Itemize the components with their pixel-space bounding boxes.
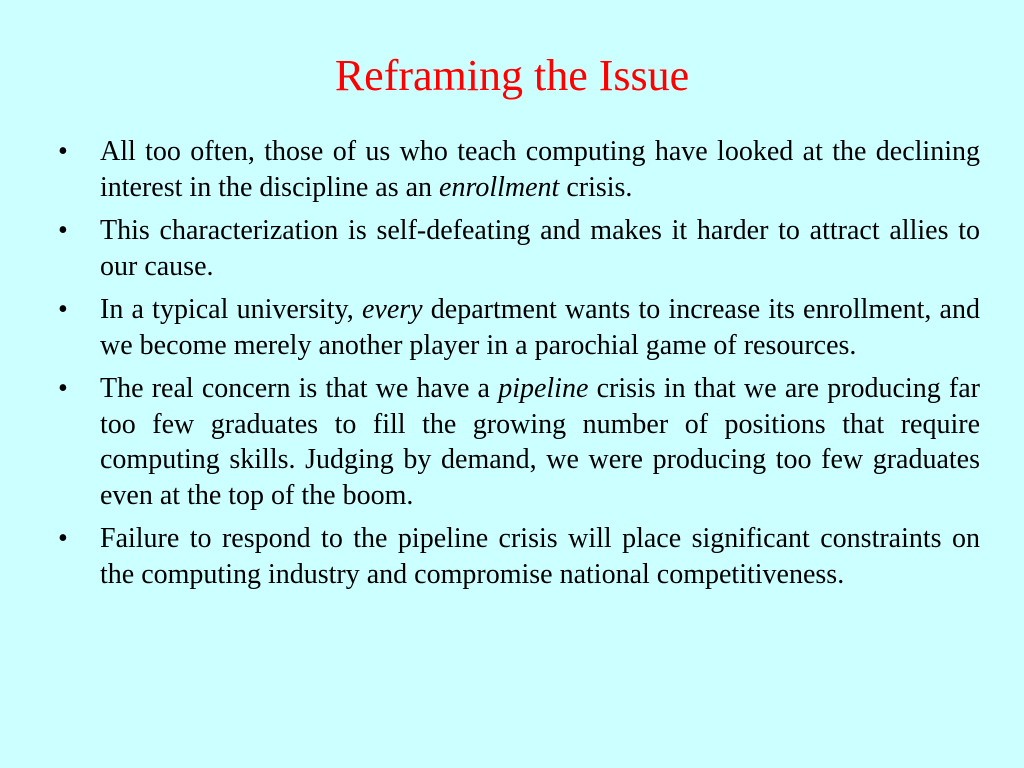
bullet-text <box>100 523 980 590</box>
bullet-icon: • <box>58 136 68 167</box>
bullet-item <box>56 521 980 592</box>
text-segment: All too often, those of us who teach computing have looked at the declining interest in the discipline as an <box>100 136 980 203</box>
emphasized-text: enrollment <box>439 171 560 203</box>
bullet-icon: • <box>58 215 68 246</box>
text-segment: Failure to respond to the pipeline crisis will place significant constraints on the computing industry and compromise national competitiveness. <box>100 523 980 590</box>
bullet-text <box>100 294 980 361</box>
text-segment: In a typical university, <box>100 294 362 325</box>
bullet-icon: • <box>58 373 68 404</box>
bullet-item <box>56 134 980 205</box>
bullet-item <box>56 371 980 513</box>
bullet-list <box>56 134 980 600</box>
bullet-icon: • <box>58 294 68 325</box>
bullet-item <box>56 213 980 284</box>
text-segment: The real concern is that we have a <box>100 373 499 404</box>
bullet-text <box>100 373 980 511</box>
emphasized-text: every <box>361 294 423 325</box>
bullet-icon: • <box>58 523 68 554</box>
slide-title: Reframing the Issue <box>334 51 690 100</box>
bullet-text <box>100 215 980 282</box>
text-segment: crisis. <box>559 171 633 203</box>
bullet-item <box>56 292 980 363</box>
text-segment: This characterization is self-defeating and makes it harder to attract allies to our cause. <box>100 215 980 282</box>
bullet-text <box>100 136 980 203</box>
text-segment: crisis in that we are producing far too few graduates to fill the growing number of positions that require computing skills. Judging by demand, we were producing too few graduates even at the top of the boom. <box>100 373 980 511</box>
text-segment: department wants to increase its enrollment, and we become merely another player in a parochial game of resources. <box>100 294 980 361</box>
emphasized-text: pipeline <box>498 373 589 404</box>
